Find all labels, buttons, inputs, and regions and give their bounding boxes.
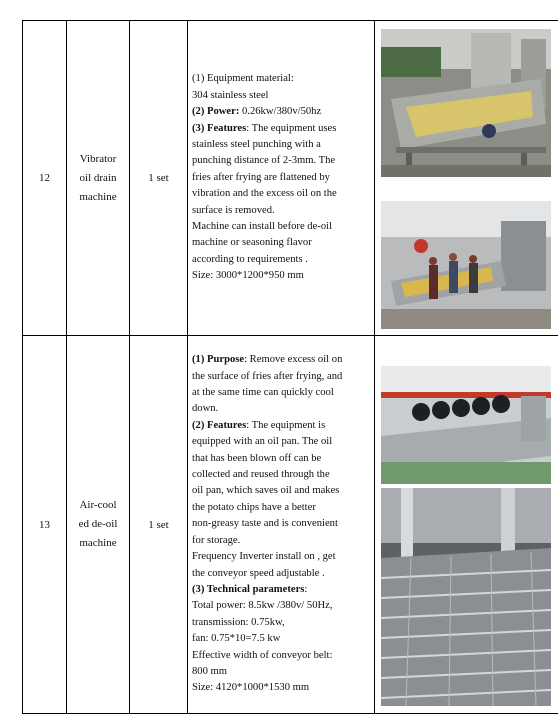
description-text: Frequency Inverter install on , get [192, 551, 336, 563]
description-text: 800 mm [192, 665, 228, 677]
description-text: that has been blown off can be [192, 452, 322, 464]
table-row [23, 336, 558, 714]
description-text: : The equipment uses [246, 122, 337, 134]
quantity: 1 set [130, 21, 188, 336]
description-line [192, 71, 370, 87]
description-text: collected and reused through the [192, 469, 330, 481]
description-text: : The equipment is [246, 419, 326, 431]
description-text: the potato chips have a better [192, 501, 316, 513]
name-line: Air-cool [79, 499, 117, 511]
description-text: Size: 4120*1000*1530 mm [192, 682, 310, 694]
description-line [192, 170, 370, 186]
description-text: the conveyor speed adjustable . [192, 567, 325, 579]
description-line [192, 104, 370, 120]
description-line [192, 137, 370, 153]
description-line [192, 467, 370, 483]
equipment-photos [375, 21, 558, 336]
description-text: : [304, 583, 308, 595]
description-line [192, 615, 370, 631]
description-line [192, 369, 370, 385]
description-text: fries after frying are flattened by [192, 171, 330, 183]
description-text: 0.26kw/380v/50hz [239, 106, 322, 118]
equipment-name [67, 336, 130, 714]
description-heading: (3) Features [192, 122, 247, 134]
description-text: machine or seasoning flavor [192, 237, 312, 249]
equipment-photos [375, 336, 558, 714]
name-line: Vibrator [79, 152, 117, 165]
description-text: Size: 3000*1200*950 mm [192, 270, 304, 282]
description-line [192, 533, 370, 549]
description-text: fan: 0.75*10=7.5 kw [192, 633, 281, 645]
description-line [192, 598, 370, 614]
description-line [192, 88, 370, 104]
name-line: oil drain [79, 171, 117, 184]
description-text: equipped with an oil pan. The oil [192, 436, 333, 448]
equipment-spec-table [22, 20, 558, 714]
row-number: 13 [23, 336, 67, 714]
description-text: : Remove excess oil on [244, 354, 343, 366]
deoil-machine-photo-1 [381, 366, 551, 484]
deoil-machine-photo-2 [381, 488, 551, 706]
description-line [192, 418, 370, 434]
description-heading: (3) Technical parameters [192, 583, 305, 595]
description-line [192, 664, 370, 680]
description-line [192, 121, 370, 137]
description-text: surface is removed. [192, 204, 275, 216]
description-line [192, 268, 370, 284]
vibrator-machine-photo-2 [381, 201, 551, 329]
description-line [192, 153, 370, 169]
description-text: vibration and the excess oil on the [192, 188, 337, 200]
quantity: 1 set [130, 336, 188, 714]
equipment-description [188, 21, 375, 336]
description-line [192, 434, 370, 450]
desc-lines [192, 71, 370, 284]
description-line [192, 401, 370, 417]
description-line [192, 186, 370, 202]
description-text: Effective width of conveyor belt: [192, 649, 333, 661]
name-line: ed de-oil [78, 518, 118, 530]
vibrator-machine-photo-1 [381, 29, 551, 177]
description-heading: (2) Power: [192, 106, 240, 118]
description-text: stainless steel punching with a [192, 138, 321, 150]
description-text: punching distance of 2-3mm. The [192, 155, 336, 167]
equipment-name [67, 21, 130, 336]
description-line [192, 252, 370, 268]
description-text: for storage. [192, 534, 241, 546]
description-line [192, 549, 370, 565]
description-line [192, 582, 370, 598]
description-text: the surface of fries after frying, and [192, 370, 343, 382]
description-line [192, 451, 370, 467]
description-text: transmission: 0.75kw, [192, 616, 285, 628]
description-heading: (2) Features [192, 419, 247, 431]
description-text: (1) Equipment material: [192, 73, 294, 85]
description-line [192, 352, 370, 368]
description-text: according to requirements . [192, 253, 308, 265]
description-line [192, 483, 370, 499]
description-line [192, 219, 370, 235]
description-line [192, 235, 370, 251]
equipment-description [188, 336, 375, 714]
description-text: down. [192, 403, 219, 415]
description-heading: (1) Purpose [192, 354, 245, 366]
description-line [192, 500, 370, 516]
description-text: Machine can install before de-oil [192, 221, 333, 233]
description-text: 304 stainless steel [192, 89, 269, 101]
description-line [192, 516, 370, 532]
description-line [192, 566, 370, 582]
description-text: non-greasy taste and is convenient [192, 518, 338, 530]
description-line [192, 203, 370, 219]
desc-lines [192, 352, 370, 697]
description-text: Total power: 8.5kw /380v/ 50Hz, [192, 600, 333, 612]
row-number: 12 [23, 21, 67, 336]
description-text: at the same time can quickly cool [192, 387, 334, 399]
description-text: oil pan, which saves oil and makes [192, 485, 340, 497]
description-line [192, 680, 370, 696]
name-line: machine [79, 537, 117, 549]
table-row [23, 21, 558, 336]
description-line [192, 631, 370, 647]
description-line [192, 648, 370, 664]
name-line: machine [79, 190, 117, 203]
description-line [192, 385, 370, 401]
